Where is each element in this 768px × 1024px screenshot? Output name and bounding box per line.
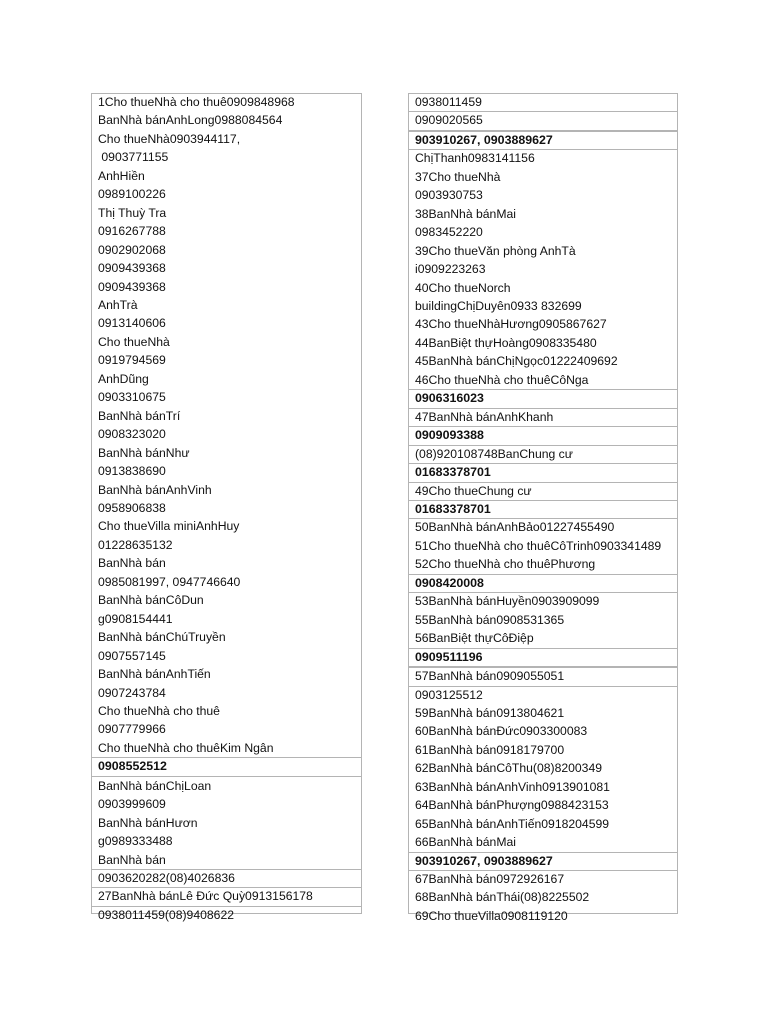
phone-highlight: 0909093388: [409, 427, 677, 445]
listing-line: BanNhà bánNhư: [98, 445, 190, 460]
listing-line: 0907557145: [98, 648, 166, 663]
listing-line: 45BanNhà bánChịNgọc01222409692: [415, 354, 618, 369]
listing-line: 38BanNhà bánMai: [415, 206, 516, 221]
listing-line: 0938011459(08)9408622: [98, 907, 234, 922]
listing-line: BanNhà bánAnhVinh: [98, 482, 212, 497]
listing-line: 69Cho thueVilla0908119120: [415, 908, 568, 923]
listing-line: 0909020565: [409, 112, 677, 130]
listing-line: (08)920108748BanChung cư: [409, 446, 677, 464]
listing-line: 0989100226: [98, 187, 166, 202]
phone-highlight: 0906316023: [409, 390, 677, 408]
listing-line: i0909223263: [415, 262, 486, 277]
listing-line: 39Cho thueVăn phòng AnhTà: [415, 243, 576, 258]
phone-highlight: 903910267, 0903889627: [409, 853, 677, 871]
phone-highlight: 01683378701: [409, 501, 677, 519]
listing-line: 01228635132: [98, 537, 173, 552]
listing-line: 0902902068: [98, 242, 166, 257]
listing-line: 67BanNhà bán0972926167: [415, 872, 565, 887]
listing-line: 0985081997, 0947746640: [98, 574, 241, 589]
listing-line: 43Cho thueNhàHương0905867627: [415, 317, 607, 332]
right-listing-column: [408, 93, 678, 923]
listing-line: 0903999609: [98, 797, 166, 812]
listing-line: 53BanNhà bánHuyền0903909099: [415, 594, 600, 609]
listing-line: 1Cho thueNhà cho thuê0909848968: [98, 95, 295, 109]
listing-line: 60BanNhà bánĐức0903300083: [415, 724, 588, 739]
listing-line: 0909439368: [98, 279, 166, 294]
listing-line: BanNhà bánChúTruyền: [98, 630, 226, 645]
listing-line: g0908154441: [98, 611, 173, 626]
listing-line: 37Cho thueNhà: [415, 169, 501, 184]
listing-line: 52Cho thueNhà cho thuêPhương: [409, 556, 677, 574]
listing-line: buildingChịDuyên0933 832699: [415, 298, 582, 313]
listing-line: 0903125512: [415, 687, 483, 702]
listing-line: BanNhà bánHươn: [98, 815, 198, 830]
listing-line: 61BanNhà bán0918179700: [415, 742, 565, 757]
listing-line: 50BanNhà bánAnhBảo01227455490: [415, 520, 615, 535]
phone-highlight: 903910267, 0903889627: [409, 132, 677, 150]
listing-line: 0958906838: [98, 500, 166, 515]
listing-line: 47BanNhà bánAnhKhanh: [409, 409, 677, 427]
listing-line: 0903771155: [98, 150, 169, 165]
left-listing-column: [91, 93, 362, 922]
listing-line: 0907779966: [98, 722, 166, 737]
listing-line: 0903620282(08)4026836: [92, 870, 361, 888]
listing-line: Cho thueVilla miniAnhHuy: [98, 519, 240, 534]
listing-line: 0919794569: [98, 353, 166, 368]
listing-line: BanNhà bán: [98, 556, 166, 571]
listing-line: 0938011459: [409, 94, 677, 112]
listing-line: AnhDũng: [98, 371, 149, 386]
listing-line: 0916267788: [98, 224, 166, 239]
listing-line: 0913140606: [98, 316, 166, 331]
listing-line: 0983452220: [415, 225, 483, 240]
listing-line: [92, 925, 361, 926]
listing-line: 55BanNhà bán0908531365: [415, 612, 565, 627]
listing-line: 59BanNhà bán0913804621: [415, 705, 565, 720]
listing-line: 40Cho thueNorch: [415, 280, 511, 295]
listing-line: 65BanNhà bánAnhTiến0918204599: [415, 816, 610, 831]
listing-line: 64BanNhà bánPhượng0988423153: [415, 798, 609, 813]
listing-line: 51Cho thueNhà cho thuêCôTrinh0903341489: [415, 538, 662, 553]
listing-line: 66BanNhà bánMai: [409, 834, 677, 852]
listing-line: AnhTrà: [98, 297, 138, 312]
listing-line: Cho thueNhà cho thuê: [98, 703, 220, 718]
listing-line: 57BanNhà bán0909055051: [409, 668, 677, 686]
listing-line: AnhHiền: [98, 168, 145, 183]
listing-line: 0903310675: [98, 390, 166, 405]
listing-line: 0909439368: [98, 261, 166, 276]
phone-highlight: 0908552512: [92, 758, 361, 776]
listing-line: ChịThanh0983141156: [415, 151, 535, 166]
listing-line: 62BanNhà bánCôThu(08)8200349: [415, 761, 603, 776]
listing-line: g0989333488: [98, 834, 173, 849]
listing-line: BanNhà bán: [92, 852, 361, 870]
listing-line: 56BanBiệt thựCôĐiệp: [409, 630, 677, 648]
phone-highlight: 0908420008: [409, 575, 677, 593]
listing-line: 0903930753: [415, 188, 483, 203]
listing-line: 27BanNhà bánLê Đức Quỳ0913156178: [92, 888, 361, 906]
listing-line: BanNhà bánAnhLong0988084564: [98, 113, 283, 128]
listing-line: Cho thueNhà0903944117,: [98, 131, 241, 146]
listing-line: BanNhà bánTrí: [98, 408, 181, 423]
listing-line: 0907243784: [98, 685, 166, 700]
listing-line: BanNhà bánAnhTiến: [98, 667, 211, 682]
listing-line: 0908323020: [98, 427, 166, 442]
listing-line: Cho thueNhà cho thuêKim Ngân: [92, 740, 361, 758]
listing-line: BanNhà bánChịLoan: [98, 778, 212, 793]
listing-line: 63BanNhà bánAnhVinh0913901081: [415, 779, 610, 794]
listing-line: 68BanNhà bánThái(08)8225502: [415, 890, 590, 905]
phone-highlight: 0909511196: [409, 649, 677, 667]
listing-line: 44BanBiệt thựHoàng0908335480: [415, 335, 597, 350]
phone-highlight: 01683378701: [409, 464, 677, 482]
listing-line: 46Cho thueNhà cho thuêCôNga: [409, 372, 677, 390]
listing-line: 49Cho thueChung cư: [409, 483, 677, 501]
listing-line: Thị Thuỳ Tra: [98, 205, 167, 220]
listing-line: 0913838690: [98, 464, 166, 479]
listing-line: Cho thueNhà: [98, 334, 170, 349]
listing-line: BanNhà bánCôDun: [98, 593, 204, 608]
